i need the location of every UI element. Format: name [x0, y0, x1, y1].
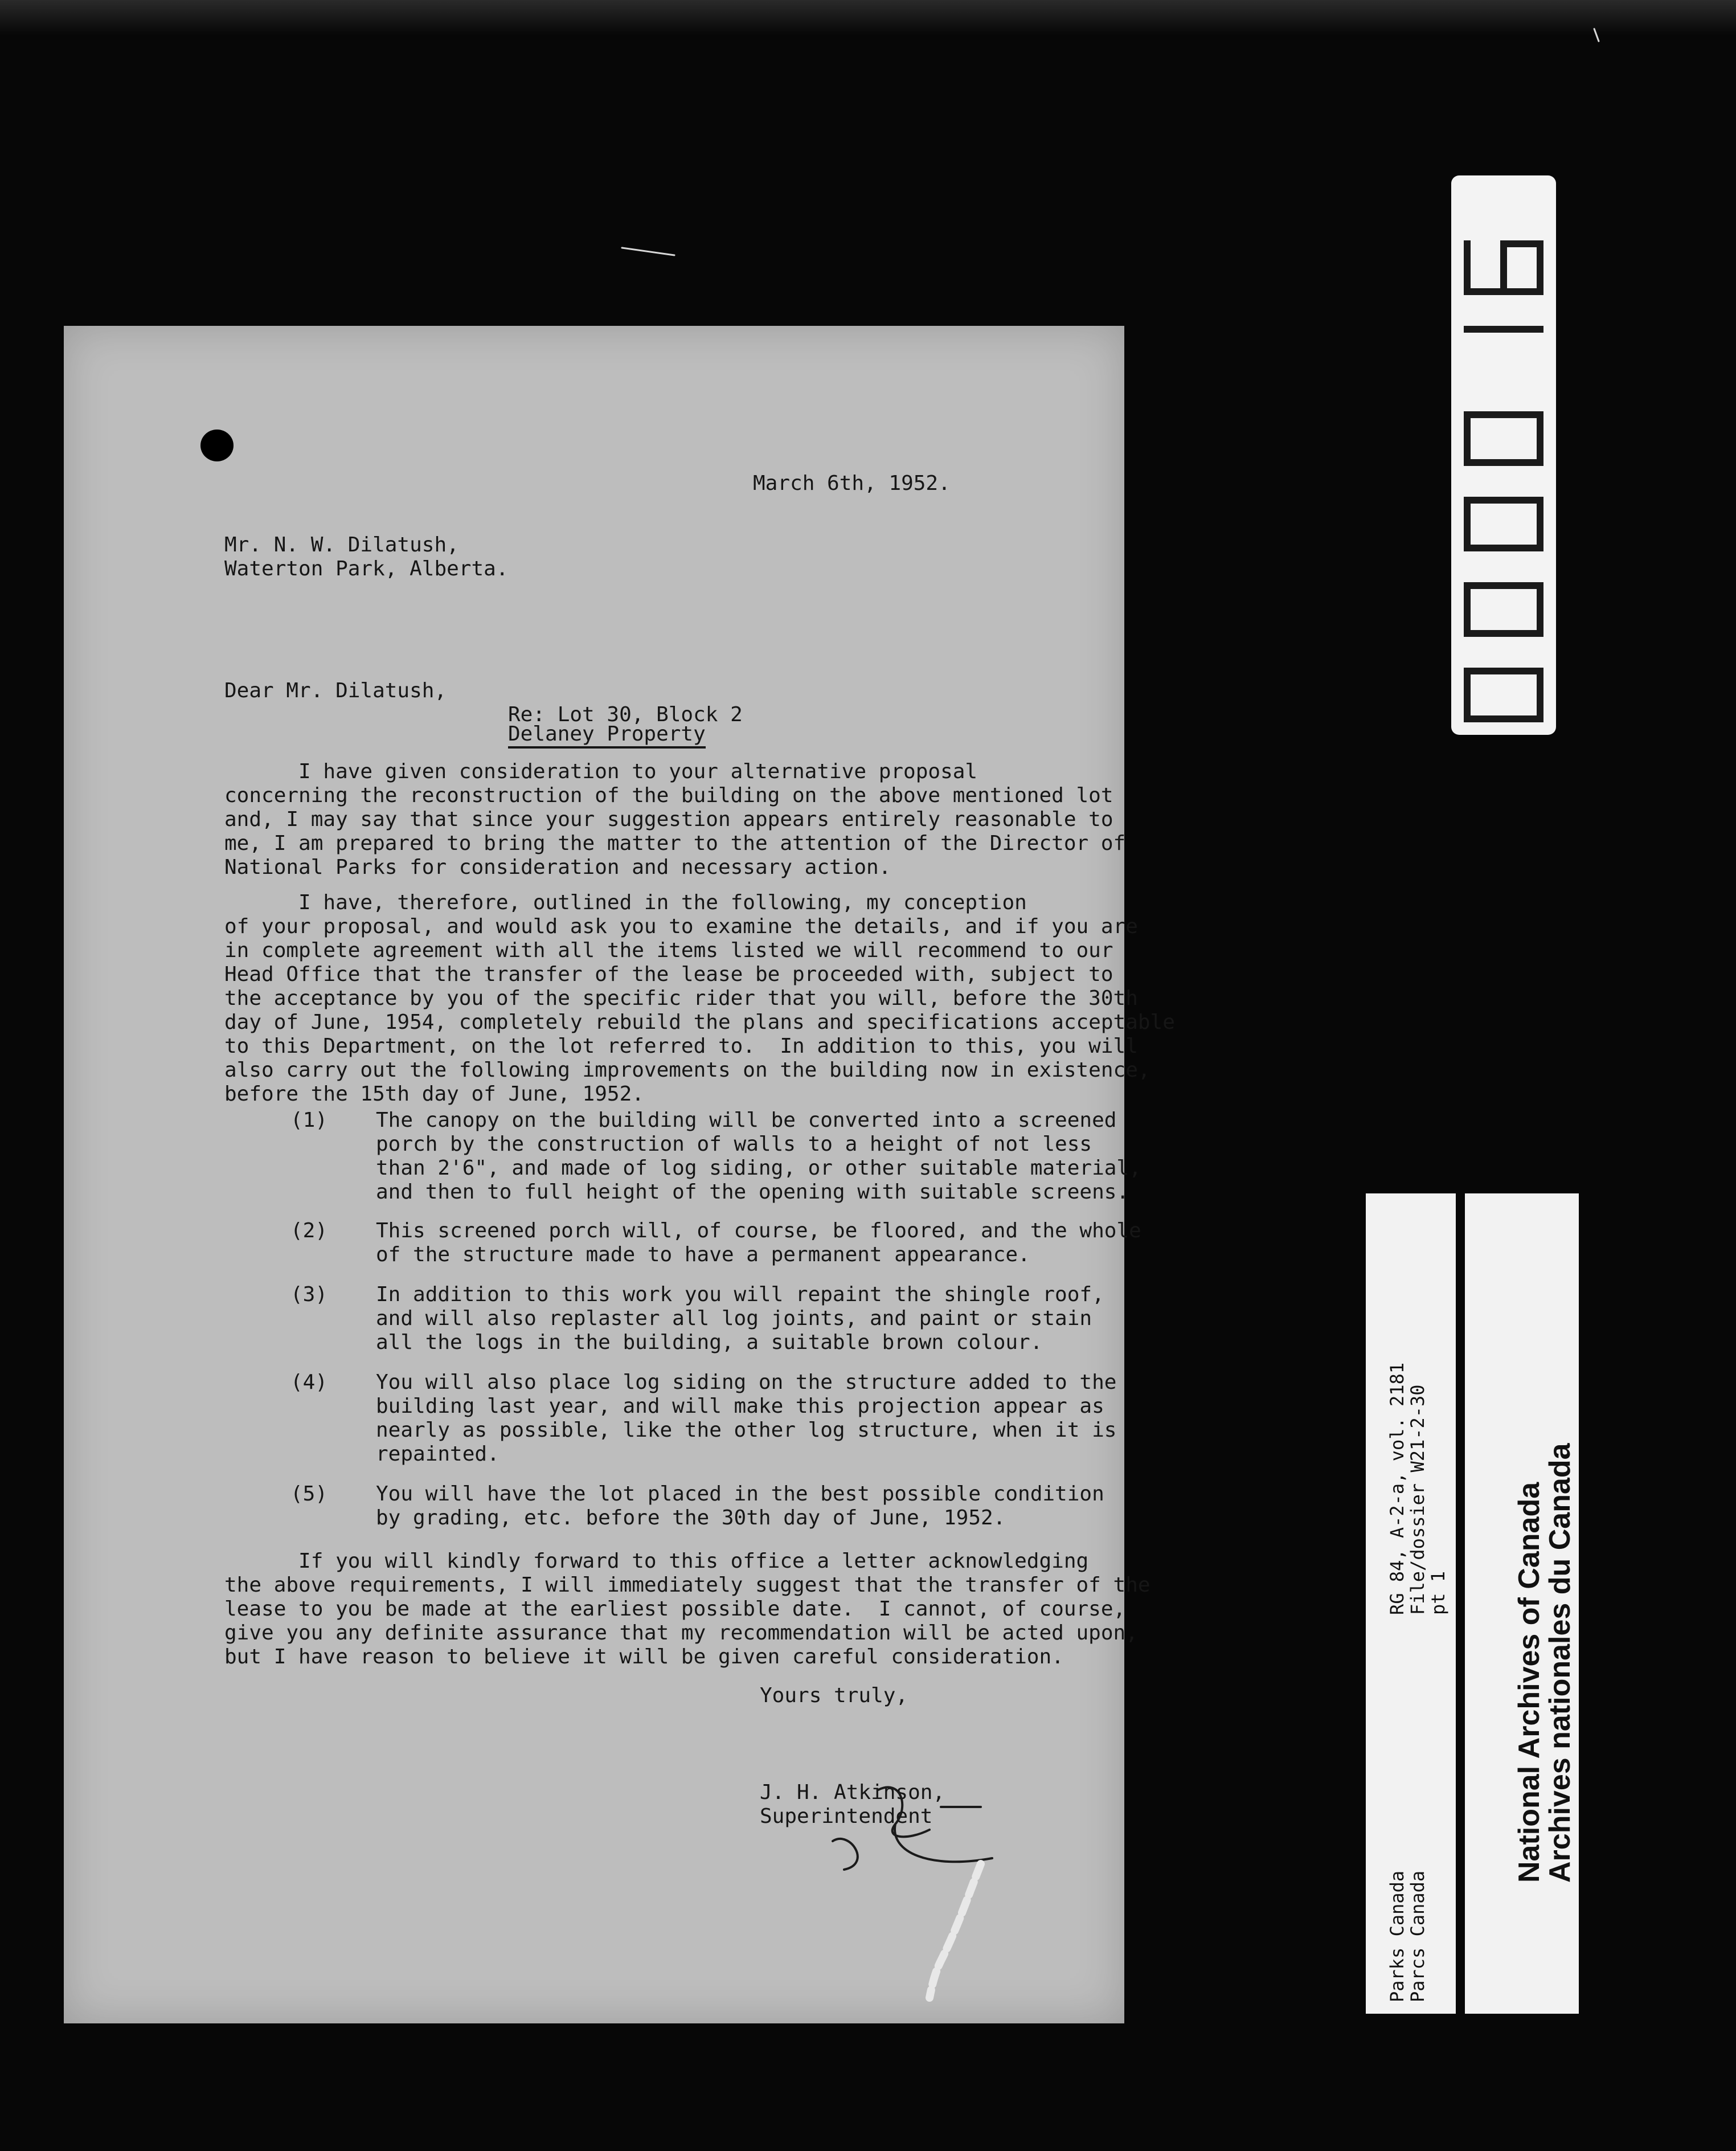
digit-segment	[1464, 715, 1504, 722]
paragraph-line: also carry out the following improvements on the building now in existence,	[224, 1058, 1150, 1082]
addressee-place: Waterton Park, Alberta.	[224, 557, 509, 580]
paragraph-line: of your proposal, and would ask you to examine the details, and if you are	[224, 915, 1138, 938]
paragraph-line: to this Department, on the lot referred to. In addition to this, you will	[224, 1034, 1138, 1058]
paragraph-line: the above requirements, I will immediately suggest that the transfer of the	[224, 1573, 1150, 1597]
reference-label	[1366, 1193, 1456, 2014]
digit-segment	[1464, 545, 1504, 551]
digit-segment	[1464, 326, 1504, 333]
digit-segment	[1464, 582, 1471, 637]
archive-label	[1465, 1193, 1579, 2014]
item-line: than 2'6", and made of log siding, or other suitable material,	[376, 1156, 1141, 1180]
digit-segment	[1464, 497, 1471, 551]
item-line: and will also replaster all log joints, and paint or stain	[376, 1307, 1092, 1330]
paragraph-line: in complete agreement with all the items listed we will recommend to our	[224, 939, 1113, 962]
digit-segment	[1464, 240, 1471, 295]
paragraph-line: and, I may say that since your suggestion appears entirely reasonable to	[224, 808, 1113, 831]
item-line: repainted.	[376, 1442, 499, 1466]
digit-segment	[1464, 668, 1471, 722]
digit-segment	[1464, 288, 1504, 295]
closing: Yours truly,	[760, 1684, 908, 1707]
digit-segment	[1537, 582, 1543, 637]
item-line: nearly as possible, like the other log structure, when it is	[376, 1418, 1117, 1442]
paragraph-line: I have given consideration to your alternative proposal	[224, 760, 978, 783]
item-number: (2)	[290, 1219, 328, 1242]
digit-segment	[1504, 545, 1543, 551]
digit-segment	[1537, 497, 1543, 551]
digit-segment	[1464, 459, 1504, 466]
punch-hole	[200, 430, 234, 461]
digit-segment	[1537, 240, 1543, 295]
frame-number-stamp	[1451, 175, 1556, 735]
digit-segment	[1464, 630, 1504, 637]
frame-digit	[1464, 668, 1543, 722]
addressee-name: Mr. N. W. Dilatush,	[224, 533, 459, 557]
digit-segment	[1504, 715, 1543, 722]
item-line: You will have the lot placed in the best possible condition	[376, 1482, 1104, 1506]
agency-line: Parks Canada	[1386, 1870, 1408, 2002]
item-4-text	[376, 1371, 1116, 1466]
digit-segment	[1464, 411, 1504, 418]
digit-segment	[1504, 630, 1543, 637]
digit-segment	[1500, 240, 1507, 295]
re-line: Re: Lot 30, Block 2	[508, 703, 743, 726]
frame-digit	[1464, 582, 1543, 637]
letter-date: March 6th, 1952.	[753, 472, 951, 495]
paragraph-line: If you will kindly forward to this office a letter acknowledging	[224, 1549, 1089, 1573]
item-line: by grading, etc. before the 30th day of June, 1952.	[376, 1506, 1006, 1530]
item-line: and then to full height of the opening with suitable screens.	[376, 1180, 1129, 1204]
item-1-text	[376, 1109, 1141, 1204]
paragraph-line: but I have reason to believe it will be given careful consideration.	[224, 1645, 1064, 1669]
item-5-text	[376, 1482, 1104, 1530]
item-line: all the logs in the building, a suitable brown colour.	[376, 1331, 1043, 1354]
frame-digit	[1464, 240, 1543, 295]
item-number: (1)	[290, 1109, 328, 1132]
item-number: (4)	[290, 1371, 328, 1394]
item-2-text	[376, 1219, 1141, 1267]
re-subject: Delaney Property	[508, 722, 706, 749]
digit-segment	[1504, 326, 1543, 333]
film-scratch	[621, 247, 675, 256]
paragraph-1	[224, 760, 1125, 880]
paragraph-line: give you any definite assurance that my recommendation will be acted upon,	[224, 1621, 1138, 1645]
item-line: This screened porch will, of course, be floored, and the whole	[376, 1219, 1141, 1242]
digit-segment	[1464, 497, 1504, 504]
digit-segment	[1504, 240, 1543, 247]
reference-line: pt 1	[1427, 1571, 1449, 1615]
frame-number-digits	[1451, 175, 1556, 735]
item-number: (3)	[290, 1283, 328, 1306]
item-3-text	[376, 1283, 1104, 1355]
item-number: (5)	[290, 1482, 328, 1506]
digit-segment	[1537, 668, 1543, 722]
paragraph-line: me, I am prepared to bring the matter to the attention of the Director of	[224, 832, 1126, 855]
agency-line: Parcs Canada	[1407, 1870, 1428, 2002]
paragraph-line: National Parks for consideration and necessary action.	[224, 856, 891, 879]
item-line: porch by the construction of walls to a height of not less	[376, 1132, 1092, 1156]
item-line: The canopy on the building will be converted into a screened	[376, 1109, 1117, 1132]
paragraph-3	[224, 1549, 1150, 1669]
paragraph-line: lease to you be made at the earliest possible date. I cannot, of course,	[224, 1597, 1126, 1621]
paragraph-line: day of June, 1954, completely rebuild the plans and specifications acceptable	[224, 1011, 1175, 1034]
signatory-title: Superintendent	[760, 1805, 933, 1828]
salutation: Dear Mr. Dilatush,	[224, 679, 447, 702]
archive-line: Archives nationales du Canada	[1543, 1443, 1577, 1883]
signatory-name: J. H. Atkinson,	[760, 1781, 945, 1804]
frame-digit	[1464, 326, 1543, 333]
archive-line: National Archives of Canada	[1513, 1482, 1546, 1883]
film-edge	[0, 0, 1736, 35]
digit-segment	[1464, 582, 1504, 589]
digit-segment	[1504, 459, 1543, 466]
item-line: You will also place log siding on the structure added to the	[376, 1371, 1117, 1394]
paragraph-line: concerning the reconstruction of the building on the above mentioned lot	[224, 784, 1113, 807]
reference-line: RG 84, A-2-a, vol. 2181	[1386, 1362, 1408, 1615]
letter-page	[64, 326, 1175, 2023]
paragraph-line: before the 15th day of June, 1952.	[224, 1082, 644, 1106]
paragraph-line: I have, therefore, outlined in the following, my conception	[224, 891, 1027, 914]
item-line: building last year, and will make this projection appear as	[376, 1395, 1104, 1418]
digit-segment	[1464, 411, 1471, 466]
paragraph-2	[224, 891, 1175, 1106]
paragraph-line: the acceptance by you of the specific rider that you will, before the 30th	[224, 987, 1138, 1010]
digit-segment	[1537, 411, 1543, 466]
frame-digit	[1464, 411, 1543, 466]
paper-mark	[918, 1858, 998, 2006]
paragraph-line: Head Office that the transfer of the lease be proceeded with, subject to	[224, 963, 1113, 986]
item-line: of the structure made to have a permanent appearance.	[376, 1243, 1030, 1266]
reference-line: File/dossier W21-2-30	[1407, 1384, 1428, 1615]
frame-digit	[1464, 497, 1543, 551]
item-line: In addition to this work you will repaint the shingle roof,	[376, 1283, 1104, 1306]
digit-segment	[1464, 668, 1504, 674]
